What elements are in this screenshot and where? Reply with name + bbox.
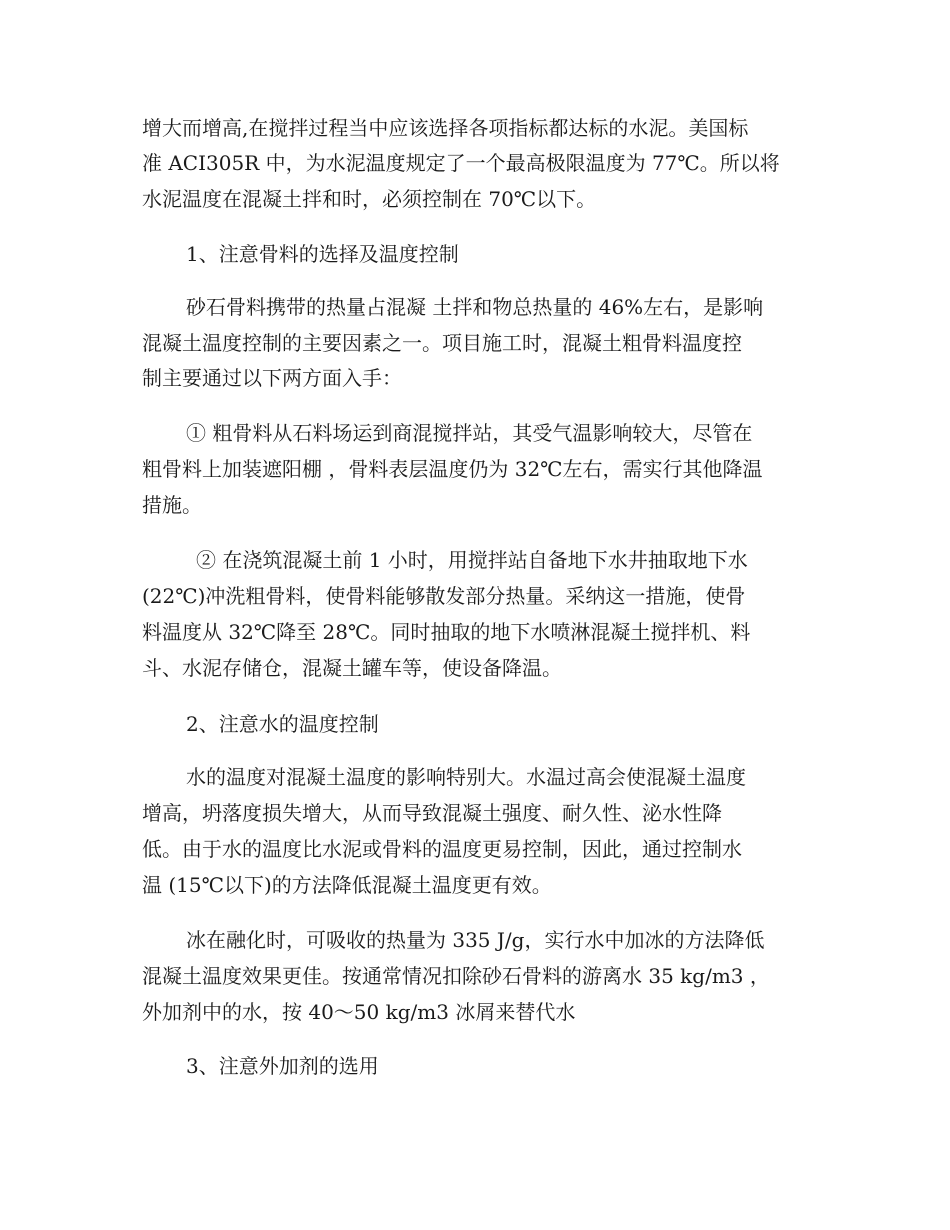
section-heading-3: 3、注意外加剂的选用 xyxy=(186,1054,379,1078)
item-2-line-2: (22℃)冲洗粗骨料，使骨料能够散发部分热量。采纳这一措施，使骨 xyxy=(142,584,746,608)
item-2-line-1: ② 在浇筑混凝土前 1 小时，用搅拌站自备地下水井抽取地下水 xyxy=(196,548,748,572)
ice-line-1: 冰在融化时，可吸收的热量为 335 J/g，实行水中加冰的方法降低 xyxy=(186,928,765,952)
item-1-line-2: 粗骨料上加装遮阳棚 ，骨料表层温度仍为 32℃左右，需实行其他降温 xyxy=(142,457,763,481)
water-line-4: 温 (15℃以下)的方法降低混凝土温度更有效。 xyxy=(142,873,552,897)
item-1-line-1: ① 粗骨料从石料场运到商混搅拌站，其受气温影响较大，尽管在 xyxy=(186,421,753,445)
section-heading-1: 1、注意骨料的选择及温度控制 xyxy=(186,242,459,266)
section-heading-2: 2、注意水的温度控制 xyxy=(186,712,379,736)
water-line-2: 增高，坍落度损失增大，从而导致混凝土强度、耐久性、泌水性降 xyxy=(142,801,722,825)
item-2-line-4: 斗、水泥存储仓，混凝土罐车等，使设备降温。 xyxy=(142,656,562,680)
intro-line-3: 水泥温度在混凝土拌和时，必须控制在 70℃以下。 xyxy=(142,187,597,211)
ice-line-3: 外加剂中的水，按 40～50 kg/m3 冰屑来替代水 xyxy=(142,1000,576,1024)
water-line-3: 低。由于水的温度比水泥或骨料的温度更易控制，因此，通过控制水 xyxy=(142,837,742,861)
intro-line-2: 准 ACI305R 中，为水泥温度规定了一个最高极限温度为 77℃。所以将 xyxy=(142,151,780,175)
aggregate-line-1: 砂石骨料携带的热量占混凝 土拌和物总热量的 46%左右，是影响 xyxy=(186,295,764,319)
ice-line-2: 混凝土温度效果更佳。按通常情况扣除砂石骨料的游离水 35 kg/m3 ， xyxy=(142,964,770,988)
item-1-line-3: 措施。 xyxy=(142,493,202,517)
water-line-1: 水的温度对混凝土温度的影响特别大。水温过高会使混凝土温度 xyxy=(186,765,746,789)
item-2-line-3: 料温度从 32℃降至 28℃。同时抽取的地下水喷淋混凝土搅拌机、料 xyxy=(142,620,751,644)
intro-line-1: 增大而增高,在搅拌过程当中应该选择各项指标都达标的水泥。美国标 xyxy=(142,116,749,140)
aggregate-line-3: 制主要通过以下两方面入手： xyxy=(142,366,402,390)
aggregate-line-2: 混凝土温度控制的主要因素之一。项目施工时，混凝土粗骨料温度控 xyxy=(142,331,742,355)
